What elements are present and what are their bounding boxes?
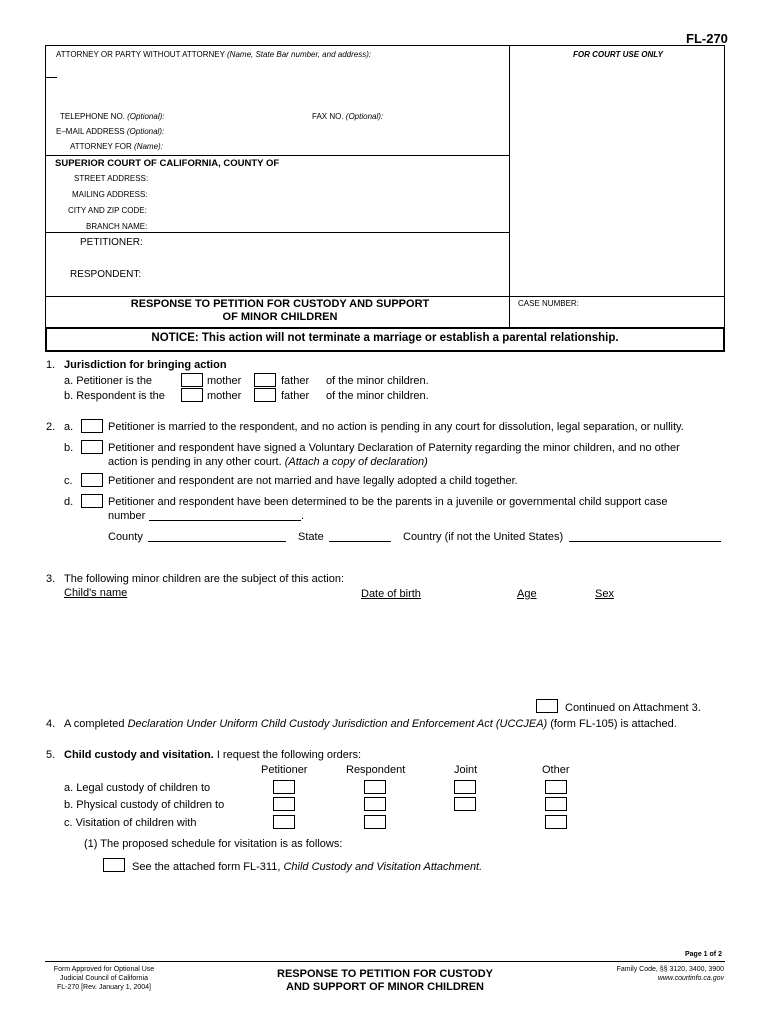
telephone-label: TELEPHONE NO. (Optional): [60,112,165,121]
s2a-checkbox[interactable] [81,419,103,433]
city-label: CITY AND ZIP CODE: [68,206,147,215]
s2a-letter: a. [64,421,74,433]
s1a-father-label: father [281,375,310,387]
s5a-respondent-checkbox[interactable] [364,780,386,794]
s2d-text1: Petitioner and respondent have been determined to be the parents in a juvenile or governmental child support case [108,496,668,508]
s5-col-other: Other [542,764,570,776]
branch-label: BRANCH NAME: [86,222,148,231]
s1a-label: a. Petitioner is the [64,375,153,387]
court-use-divider [509,45,510,327]
s2d-checkbox[interactable] [81,494,103,508]
petitioner-label: PETITIONER: [80,237,143,248]
s5b-label: b. Physical custody of children to [64,799,225,811]
county-label: County [108,531,143,543]
court-title: SUPERIOR COURT OF CALIFORNIA, COUNTY OF [55,158,280,169]
s5a-label: a. Legal custody of children to [64,782,211,794]
notice-text: NOTICE: This action will not terminate a marriage or establish a parental relationship. [151,332,619,344]
s3-col-age: Age [517,588,537,600]
s2b-letter: b. [64,442,74,454]
s1a-father-checkbox[interactable] [254,373,276,387]
s5-attached-text: See the attached form FL-311, Child Custody and Visitation Attachment. [132,861,483,873]
county-field[interactable] [148,541,286,542]
s5b-respondent-checkbox[interactable] [364,797,386,811]
s3-col-sex: Sex [595,588,614,600]
attorney-label: ATTORNEY OR PARTY WITHOUT ATTORNEY (Name, State Bar number, and address): [56,50,372,59]
s1-number: 1. [46,359,56,371]
s2d-period: . [301,510,305,522]
s3-number: 3. [46,573,56,585]
s1a-mother-checkbox[interactable] [181,373,203,387]
s2-number: 2. [46,421,56,433]
s2c-checkbox[interactable] [81,473,103,487]
divider-court [45,155,510,156]
s5c-respondent-checkbox[interactable] [364,815,386,829]
state-label: State [298,531,324,543]
country-field[interactable] [569,541,721,542]
s1b-label: b. Respondent is the [64,390,165,402]
s5c-petitioner-checkbox[interactable] [273,815,295,829]
s5b-petitioner-checkbox[interactable] [273,797,295,811]
s5a-petitioner-checkbox[interactable] [273,780,295,794]
state-field[interactable] [329,541,391,542]
footer-right: Family Code, §§ 3120, 3400, 3900 www.courtinfo.ca.gov [560,965,724,983]
footer-rule [45,961,725,962]
s3-text: The following minor children are the subject of this action: [64,573,345,585]
s3-continued-checkbox[interactable] [536,699,558,713]
s2d-case-number-field[interactable] [149,520,301,521]
s4-number: 4. [46,718,56,730]
s5b-joint-checkbox[interactable] [454,797,476,811]
attorney-tick [45,77,57,78]
s2d-letter: d. [64,496,74,508]
divider-parties [45,232,510,233]
footer-left: Form Approved for Optional Use Judicial Council of California FL-270 [Rev. January 1, 2004] [53,966,155,991]
street-label: STREET ADDRESS: [74,174,149,183]
country-label: Country (if not the United States) [403,531,564,543]
s5-col-joint: Joint [454,764,478,776]
page-number: Page 1 of 2 [685,951,722,958]
court-use-only: FOR COURT USE ONLY [573,50,663,59]
s2b-text2: action is pending in any other court. (Attach a copy of declaration) [108,456,428,468]
s5b-other-checkbox[interactable] [545,797,567,811]
s1b-mother-checkbox[interactable] [181,388,203,402]
s1b-father-label: father [281,390,310,402]
fax-label: FAX NO. (Optional): [312,112,384,121]
case-number-label: CASE NUMBER: [518,299,579,308]
s5-col-respondent: Respondent [346,764,406,776]
s5c-label: c. Visitation of children with [64,817,197,829]
s5-number: 5. [46,749,56,761]
s3-continued-label: Continued on Attachment 3. [565,702,701,714]
s5a-other-checkbox[interactable] [545,780,567,794]
respondent-label: RESPONDENT: [70,269,142,280]
s5-col-petitioner: Petitioner [261,764,308,776]
s2a-text: Petitioner is married to the respondent, and no action is pending in any court for dissolution, legal separation, or nullity. [108,421,684,433]
s4-text: A completed Declaration Under Uniform Child Custody Jurisdiction and Enforcement Act (UCCJEA) (form FL-105) is attached. [64,718,677,730]
footer-website-link[interactable]: www.courtinfo.ca.gov [657,975,724,982]
s2c-text: Petitioner and respondent are not married and have legally adopted a child together. [108,475,518,487]
s2d-text2: number [108,510,146,522]
s5c-other-checkbox[interactable] [545,815,567,829]
s1-title: Jurisdiction for bringing action [64,359,227,371]
s1b-mother-label: mother [207,390,242,402]
s1b-father-checkbox[interactable] [254,388,276,402]
s1a-suffix: of the minor children. [326,375,429,387]
s3-col-dob: Date of birth [361,588,421,600]
mailing-label: MAILING ADDRESS: [72,190,148,199]
s2b-checkbox[interactable] [81,440,103,454]
s1b-suffix: of the minor children. [326,390,429,402]
s5a-joint-checkbox[interactable] [454,780,476,794]
s1a-mother-label: mother [207,375,242,387]
s5-attached-checkbox[interactable] [103,858,125,872]
s2c-letter: c. [64,475,73,487]
form-title: RESPONSE TO PETITION FOR CUSTODY AND SUPPORT OF MINOR CHILDREN [130,298,430,323]
s3-col-name: Child's name [64,587,128,599]
form-number: FL-270 [686,31,728,46]
s2b-text1: Petitioner and respondent have signed a Voluntary Declaration of Paternity regarding the minor children, and no other [108,442,680,454]
s5-heading: Child custody and visitation. I request the following orders: [64,749,362,761]
attorney-for-label: ATTORNEY FOR (Name): [70,142,163,151]
email-label: E–MAIL ADDRESS (Optional): [56,127,165,136]
divider-title [45,296,725,297]
footer-title: RESPONSE TO PETITION FOR CUSTODY AND SUPPORT OF MINOR CHILDREN [277,968,493,993]
s5c1-text: (1) The proposed schedule for visitation is as follows: [84,838,343,850]
